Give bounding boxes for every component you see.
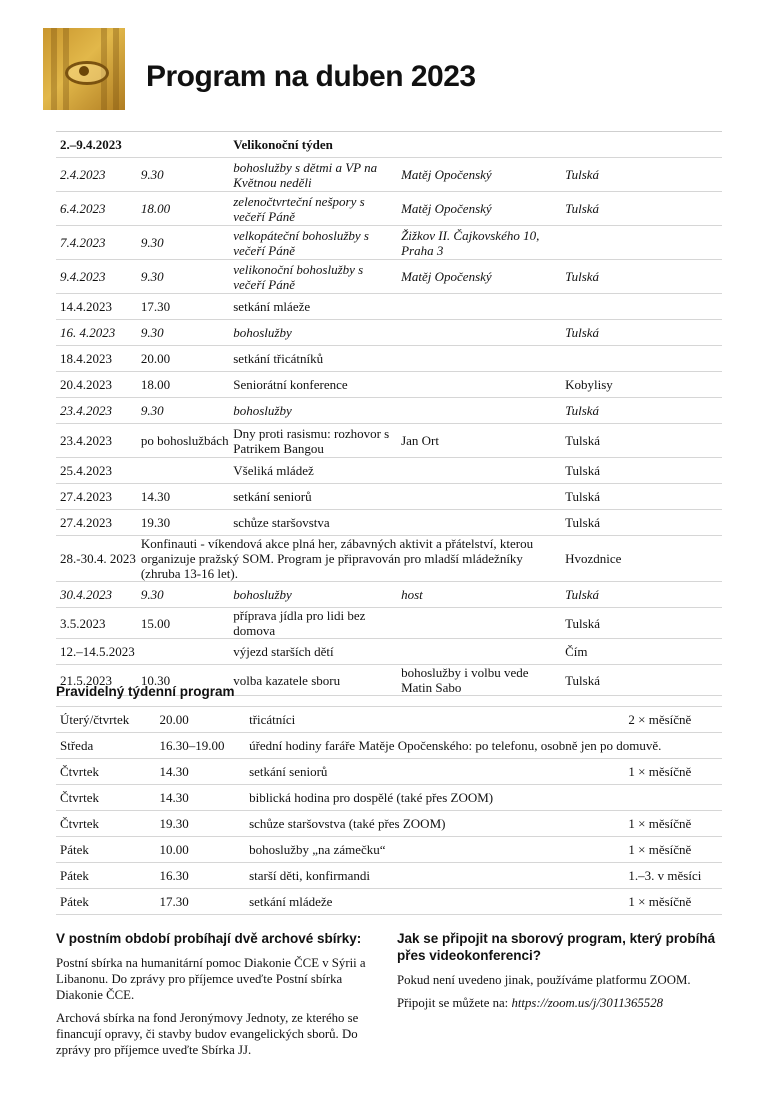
weekly-day: Úterý/čtvrtek xyxy=(56,707,156,733)
event-place: Tulská xyxy=(561,484,722,510)
event-description: Konfinauti - víkendová akce plná her, zábavných aktivit a přátelství, kterou organizuje pražský SOM. Program je připravován pro mladší mládežníky (zhruba 13-16 let). xyxy=(137,536,561,582)
event-time: 9.30 xyxy=(137,582,229,608)
event-time: 10.30 xyxy=(137,665,229,696)
weekly-event: úřední hodiny faráře Matěje Opočenského: po telefonu, osobně jen po domuvě. xyxy=(245,733,722,759)
weekly-day: Středa xyxy=(56,733,156,759)
event-date: 21.5.2023 xyxy=(56,665,137,696)
week-header-row xyxy=(56,132,722,158)
event-person: host xyxy=(397,582,561,608)
event-row xyxy=(56,372,722,398)
collections-paragraph-1: Postní sbírka na humanitární pomoc Diakonie ČCE v Sýrii a Libanonu. Do zprávy pro příjemce uveďte Postní sbírka Diakonie ČCE. xyxy=(56,956,366,1002)
event-row xyxy=(56,320,722,346)
collections-title: V postním období probíhají dvě archové sbírky: xyxy=(56,931,362,946)
zoom-paragraph-2 xyxy=(397,995,722,1011)
event-date: 2.4.2023 xyxy=(56,158,137,192)
event-time: 9.30 xyxy=(137,398,229,424)
weekly-day: Čtvrtek xyxy=(56,759,156,785)
event-time: 18.00 xyxy=(137,372,229,398)
weekly-title: Pravidelný týdenní program xyxy=(56,684,235,699)
event-person xyxy=(397,398,561,424)
weekly-time: 14.30 xyxy=(156,785,246,811)
event-row xyxy=(56,158,722,192)
event-date: 7.4.2023 xyxy=(56,226,137,260)
event-date: 25.4.2023 xyxy=(56,458,137,484)
weekly-event: biblická hodina pro dospělé (také přes ZOOM) xyxy=(245,785,722,811)
event-person: Žižkov II. Čajkovského 10, Praha 3 xyxy=(397,226,561,260)
event-name: volba kazatele sboru xyxy=(229,665,397,696)
zoom-title: Jak se připojit na sborový program, který probíhá přes videokonferenci? xyxy=(397,931,716,963)
event-name: zelenočtvrteční nešpory s večeří Páně xyxy=(229,192,397,226)
event-name: Dny proti rasismu: rozhovor s Patrikem Bangou xyxy=(229,424,397,458)
event-time: 17.30 xyxy=(137,294,229,320)
weekly-day: Čtvrtek xyxy=(56,785,156,811)
event-place: Tulská xyxy=(561,608,722,639)
event-date: 23.4.2023 xyxy=(56,424,137,458)
event-place: Tulská xyxy=(561,398,722,424)
event-time: 14.30 xyxy=(137,484,229,510)
event-time: po bohoslužbách xyxy=(137,424,229,458)
weekly-time: 14.30 xyxy=(156,759,246,785)
weekly-frequency: 1 × měsíčně xyxy=(624,759,722,785)
event-name: velikonoční bohoslužby s večeří Páně xyxy=(229,260,397,294)
event-person xyxy=(397,608,561,639)
event-person: Matěj Opočenský xyxy=(397,260,561,294)
weekly-time: 19.30 xyxy=(156,811,246,837)
event-person xyxy=(397,372,561,398)
event-place: Tulská xyxy=(561,510,722,536)
weekly-time: 10.00 xyxy=(156,837,246,863)
weekly-time: 17.30 xyxy=(156,889,246,915)
event-name: bohoslužby xyxy=(229,320,397,346)
collections-box xyxy=(56,930,366,1065)
weekly-row xyxy=(56,733,722,759)
event-date: 12.–14.5.2023 xyxy=(56,639,137,665)
event-date: 27.4.2023 xyxy=(56,510,137,536)
weekly-event: setkání seniorů xyxy=(245,759,624,785)
event-time: 18.00 xyxy=(137,192,229,226)
weekly-event: starší děti, konfirmandi xyxy=(245,863,624,889)
events-table xyxy=(56,131,722,696)
weekly-time: 20.00 xyxy=(156,707,246,733)
event-row xyxy=(56,458,722,484)
weekly-row xyxy=(56,863,722,889)
event-place xyxy=(561,294,722,320)
event-person xyxy=(397,458,561,484)
weekly-day: Čtvrtek xyxy=(56,811,156,837)
event-name: výjezd starších dětí xyxy=(229,639,397,665)
event-date: 3.5.2023 xyxy=(56,608,137,639)
event-date: 14.4.2023 xyxy=(56,294,137,320)
weekly-frequency: 1 × měsíčně xyxy=(624,811,722,837)
event-row xyxy=(56,582,722,608)
week-header-date: 2.–9.4.2023 xyxy=(56,132,137,158)
event-name: Všeliká mládež xyxy=(229,458,397,484)
event-person: Jan Ort xyxy=(397,424,561,458)
weekly-time: 16.30 xyxy=(156,863,246,889)
event-row xyxy=(56,510,722,536)
event-row xyxy=(56,260,722,294)
event-time: 9.30 xyxy=(137,158,229,192)
event-name: schůze staršovstva xyxy=(229,510,397,536)
event-place: Tulská xyxy=(561,582,722,608)
zoom-paragraph-1: Pokud není uvedeno jinak, používáme platformu ZOOM. xyxy=(397,973,691,987)
event-name: velkopáteční bohoslužby s večeří Páně xyxy=(229,226,397,260)
weekly-time: 16.30–19.00 xyxy=(156,733,246,759)
event-time xyxy=(137,458,229,484)
konfinauti-row xyxy=(56,536,722,582)
weekly-event: třicátníci xyxy=(245,707,624,733)
event-name: bohoslužby s dětmi a VP na Květnou neděli xyxy=(229,158,397,192)
event-person xyxy=(397,510,561,536)
event-row xyxy=(56,424,722,458)
event-date: 16. 4.2023 xyxy=(56,320,137,346)
event-place: Tulská xyxy=(561,665,722,696)
event-person: bohoslužby i volbu vede Matin Sabo xyxy=(397,665,561,696)
weekly-row xyxy=(56,707,722,733)
weekly-row xyxy=(56,837,722,863)
event-row xyxy=(56,608,722,639)
week-header-label: Velikonoční týden xyxy=(229,132,722,158)
event-person: Matěj Opočenský xyxy=(397,192,561,226)
event-time: 9.30 xyxy=(137,320,229,346)
zoom-box xyxy=(397,930,722,1018)
weekly-frequency: 2 × měsíčně xyxy=(624,707,722,733)
weekly-frequency: 1 × měsíčně xyxy=(624,889,722,915)
event-row xyxy=(56,192,722,226)
event-row xyxy=(56,484,722,510)
event-time: 20.00 xyxy=(137,346,229,372)
weekly-table xyxy=(56,706,722,915)
event-name: setkání mláeže xyxy=(229,294,397,320)
weekly-event: setkání mládeže xyxy=(245,889,624,915)
event-place: Tulská xyxy=(561,320,722,346)
event-place: Hvozdnice xyxy=(561,536,722,582)
event-person xyxy=(397,294,561,320)
event-place: Tulská xyxy=(561,192,722,226)
event-date: 20.4.2023 xyxy=(56,372,137,398)
event-date: 9.4.2023 xyxy=(56,260,137,294)
zoom-prefix: Připojit se můžete na: xyxy=(397,996,512,1010)
weekly-day: Pátek xyxy=(56,889,156,915)
event-date: 6.4.2023 xyxy=(56,192,137,226)
event-row xyxy=(56,226,722,260)
event-row xyxy=(56,346,722,372)
event-name: bohoslužby xyxy=(229,398,397,424)
event-name: příprava jídla pro lidi bez domova xyxy=(229,608,397,639)
weekly-frequency: 1.–3. v měsíci xyxy=(624,863,722,889)
event-person xyxy=(397,320,561,346)
event-person: Matěj Opočenský xyxy=(397,158,561,192)
event-name: setkání seniorů xyxy=(229,484,397,510)
golden-eye-logo-icon xyxy=(43,28,125,110)
event-person xyxy=(397,484,561,510)
event-place: Tulská xyxy=(561,458,722,484)
weekly-row xyxy=(56,759,722,785)
event-row xyxy=(56,294,722,320)
event-place: Kobylisy xyxy=(561,372,722,398)
event-person xyxy=(397,346,561,372)
event-place xyxy=(561,346,722,372)
collections-paragraph-2: Archová sbírka na fond Jeronýmovy Jednoty, ze kterého se financují opravy, či stavby budov evangelických sborů. Do zprávy pro příjemce uveďte Sbírka JJ. xyxy=(56,1011,359,1057)
event-name: setkání třicátníků xyxy=(229,346,397,372)
event-row xyxy=(56,398,722,424)
event-name: Seniorátní konference xyxy=(229,372,397,398)
event-date: 27.4.2023 xyxy=(56,484,137,510)
weekly-row xyxy=(56,811,722,837)
event-place: Tulská xyxy=(561,260,722,294)
event-date: 23.4.2023 xyxy=(56,398,137,424)
weekly-event: schůze staršovstva (také přes ZOOM) xyxy=(245,811,624,837)
weekly-row xyxy=(56,889,722,915)
weekly-frequency: 1 × měsíčně xyxy=(624,837,722,863)
event-place: Čím xyxy=(561,639,722,665)
weekly-row xyxy=(56,785,722,811)
event-person xyxy=(397,639,561,665)
event-time: 19.30 xyxy=(137,510,229,536)
event-place: Tulská xyxy=(561,158,722,192)
event-row xyxy=(56,639,722,665)
event-time: 15.00 xyxy=(137,608,229,639)
weekly-event: bohoslužby „na zámečku“ xyxy=(245,837,624,863)
event-place: Tulská xyxy=(561,424,722,458)
weekly-day: Pátek xyxy=(56,837,156,863)
event-date: 28.-30.4. 2023 xyxy=(56,536,137,582)
weekly-day: Pátek xyxy=(56,863,156,889)
event-date: 30.4.2023 xyxy=(56,582,137,608)
zoom-link[interactable]: https://zoom.us/j/3011365528 xyxy=(511,996,663,1010)
event-time xyxy=(137,639,229,665)
event-time: 9.30 xyxy=(137,226,229,260)
event-name: bohoslužby xyxy=(229,582,397,608)
event-time: 9.30 xyxy=(137,260,229,294)
page-title: Program na duben 2023 xyxy=(146,60,476,93)
event-place xyxy=(561,226,722,260)
event-date: 18.4.2023 xyxy=(56,346,137,372)
